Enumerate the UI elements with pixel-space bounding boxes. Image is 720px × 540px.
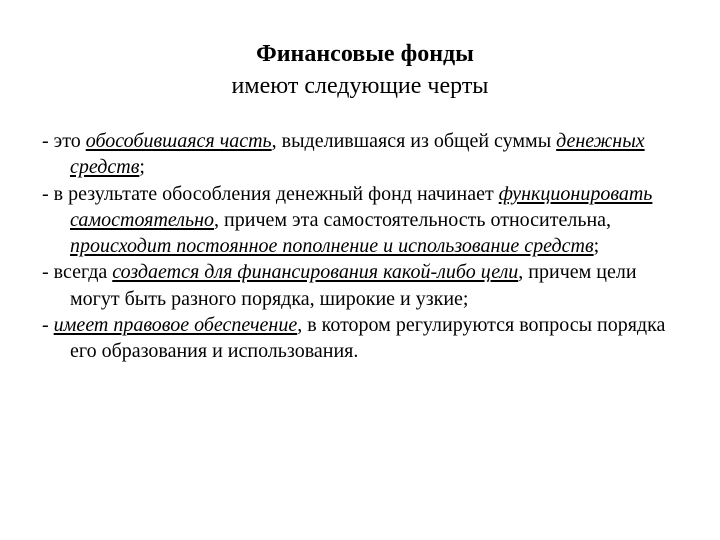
bullet-item-2 [42,181,682,260]
bullet-1-middle: , выделившаяся из общей суммы [271,130,557,152]
bullet-2-suffix: ; [593,235,600,258]
bullet-3-prefix: - всегда [42,261,113,284]
bullet-1-emphasis-1: обособившаяся часть [85,130,272,152]
bullet-3-suffix: , причем цели могут быть разного порядка, широкие и узкие; [70,261,637,310]
bullet-4-emphasis-1: имеет правовое обеспечение [53,314,298,337]
bullet-1-prefix: - это [42,130,86,152]
bullet-2-emphasis-1: функционировать самостоятельно [70,182,653,231]
title-line-2: имеют следующие черты [231,73,489,99]
bullet-item-4 [42,312,682,365]
bullet-2-middle: , причем эта самостоятельность относительна, [214,208,612,231]
bullet-list [42,128,682,365]
bullet-4-suffix: , в котором регулируются вопросы порядка его образования и использования. [70,314,666,363]
bullet-3-emphasis-1: создается для финансирования какой-либо цели [112,261,519,284]
bullet-4-prefix: - [42,314,54,337]
slide-title [0,38,720,102]
bullet-2-prefix: - в результате обособления денежный фонд начинает [42,182,499,205]
bullet-1-suffix: ; [139,156,145,179]
bullet-2-emphasis-2: происходит постоянное пополнение и использование средств [70,235,594,258]
bullet-item-1 [42,128,682,181]
bullet-item-3 [42,259,682,312]
title-line-1: Финансовые фонды [256,41,474,67]
bullet-1-emphasis-2: денежных средств [70,130,645,179]
